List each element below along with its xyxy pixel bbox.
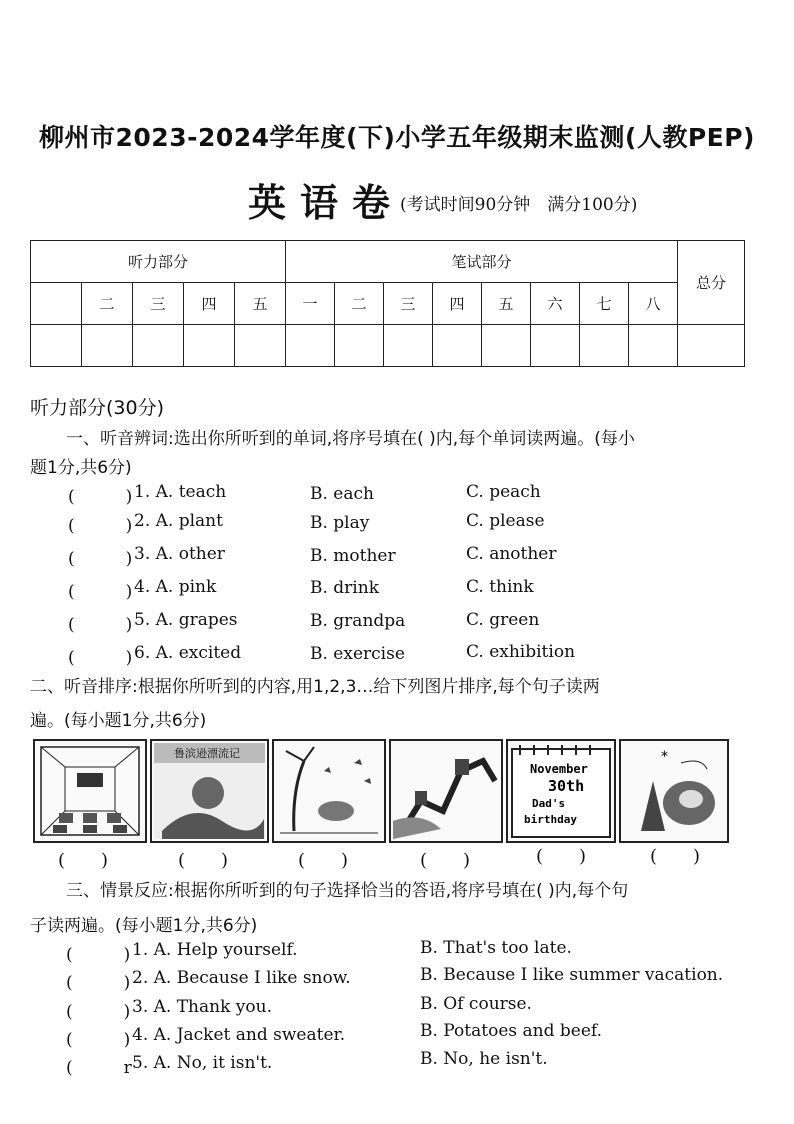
q3-option-b: B. Of course. [420,994,532,1014]
picture-classroom [33,739,147,843]
score-cell[interactable] [482,325,531,367]
q1-instruction: 一、听音辨词:选出你所听到的单词,将序号填在( )内,每个单词读两遍。(每小 [66,429,635,449]
autumn-tree-icon [274,741,384,841]
q3-instruction: 三、情景反应:根据你所听到的句子选择恰当的答语,将序号填在( )内,每个句 [66,881,629,901]
score-col: 四 [184,283,235,325]
q1-option-b: B. mother [310,546,396,566]
q1-option-b: B. drink [310,578,379,598]
q1-option-b: B. play [310,513,370,533]
score-cell[interactable] [235,325,286,367]
q3-option-a: 1. A. Help yourself. [132,940,298,960]
score-col: 五 [482,283,531,325]
score-cell[interactable] [384,325,433,367]
calendar-month: November [530,762,588,776]
score-cell[interactable] [82,325,133,367]
calendar-day: 30th [548,777,585,795]
q3-option-a: 4. A. Jacket and sweater. [132,1025,346,1045]
listening-section-title: 听力部分(30分) [30,397,165,419]
exam-note: (考试时间90分钟 满分100分) [400,195,638,215]
great-wall-icon [391,741,501,841]
subject-title: 英语卷 [248,181,405,225]
q3-answer-paren[interactable]: ( ) [66,945,131,965]
q1-option-a: 5. A. grapes [134,610,238,630]
q3-option-b: B. That's too late. [420,938,572,958]
q2-instruction: 二、听音排序:根据你所听到的内容,用1,2,3…给下列图片排序,每个句子读两 [30,677,600,697]
score-col: 四 [433,283,482,325]
score-cell[interactable] [433,325,482,367]
q1-option-c: C. please [466,511,545,531]
score-cell[interactable] [629,325,678,367]
calendar-note: Dad's [532,797,566,810]
exam-title: 柳州市2023-2024学年度(下)小学五年级期末监测(人教PEP) [39,123,755,152]
score-cell[interactable] [133,325,184,367]
q1-option-a: 2. A. plant [134,511,223,531]
score-cell[interactable] [286,325,335,367]
picture-poster [150,739,269,843]
q3-option-a: 2. A. Because I like snow. [132,968,351,988]
score-writing-header: 笔试部分 [286,241,678,283]
score-cell[interactable] [184,325,235,367]
q3-option-b: B. No, he isn't. [420,1049,548,1069]
score-col [31,283,82,325]
q2-instruction-cont: 遍。(每小题1分,共6分) [30,711,207,731]
score-col: 五 [235,283,286,325]
q1-option-a: 3. A. other [134,544,225,564]
q1-answer-paren[interactable]: ( ) [68,516,133,536]
score-cell[interactable] [531,325,580,367]
calendar-note: birthday [524,813,577,826]
score-col: 二 [82,283,133,325]
picture-great-wall [389,739,503,843]
score-col: 三 [384,283,433,325]
q1-option-b: B. grandpa [310,611,406,631]
score-col: 二 [335,283,384,325]
q3-answer-paren[interactable]: ( ) [66,1002,131,1022]
q1-option-c: C. think [466,577,534,597]
q2-answer-paren[interactable]: ( ) [420,850,471,871]
q1-answer-paren[interactable]: ( ) [68,648,133,668]
q3-answer-paren[interactable]: ( r [66,1058,132,1078]
q2-answer-paren[interactable]: ( ) [58,850,109,871]
q1-option-c: C. another [466,544,557,564]
score-col: 八 [629,283,678,325]
score-total-header: 总分 [678,241,745,325]
q2-answer-paren[interactable]: ( ) [298,850,349,871]
winter-bear-icon [621,741,727,841]
q3-option-b: B. Potatoes and beef. [420,1021,602,1041]
q3-instruction-cont: 子读两遍。(每小题1分,共6分) [30,916,258,936]
q3-answer-paren[interactable]: ( ) [66,1030,131,1050]
score-col: 七 [580,283,629,325]
score-col: 六 [531,283,580,325]
q1-answer-paren[interactable]: ( ) [68,615,133,635]
q1-option-b: B. each [310,484,374,504]
score-cell[interactable] [580,325,629,367]
q1-option-c: C. peach [466,482,541,502]
score-col: 三 [133,283,184,325]
q1-option-a: 4. A. pink [134,577,217,597]
q3-option-b: B. Because I like summer vacation. [420,965,724,985]
q1-option-c: C. exhibition [466,642,576,662]
score-listening-header: 听力部分 [31,241,286,283]
q2-answer-paren[interactable]: ( ) [536,846,587,867]
q1-option-a: 6. A. excited [134,643,242,663]
q3-option-a: 5. A. No, it isn't. [132,1053,273,1073]
q1-answer-paren[interactable]: ( ) [68,582,133,602]
picture-calendar [506,739,616,843]
q2-answer-paren[interactable]: ( ) [650,846,701,867]
q1-option-c: C. green [466,610,540,630]
score-cell[interactable] [335,325,384,367]
q1-option-b: B. exercise [310,644,405,664]
calendar-icon [508,741,614,841]
q1-option-a: 1. A. teach [134,482,227,502]
picture-autumn [272,739,386,843]
score-col: 一 [286,283,335,325]
svg-text:*: * [661,749,668,765]
q1-answer-paren[interactable]: ( ) [68,487,133,507]
q3-answer-paren[interactable]: ( ) [66,973,131,993]
poster-caption: 鲁滨逊漂流记 [174,747,240,760]
q3-option-a: 3. A. Thank you. [132,997,272,1017]
score-cell[interactable] [31,325,82,367]
poster-icon [152,741,267,841]
classroom-icon [35,741,145,841]
q1-instruction-cont: 题1分,共6分) [30,458,132,478]
q2-answer-paren[interactable]: ( ) [178,850,229,871]
score-cell[interactable] [678,325,745,367]
picture-winter [619,739,729,843]
score-table [30,240,745,367]
q1-answer-paren[interactable]: ( ) [68,549,133,569]
